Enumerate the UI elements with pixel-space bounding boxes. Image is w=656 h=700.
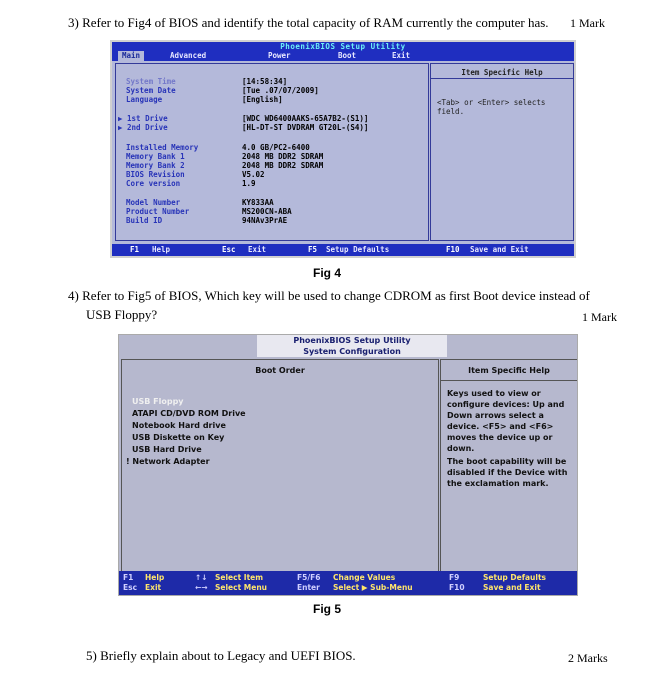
fig4-label-memory-bank-2: Memory Bank 2 <box>126 161 185 170</box>
fig5-help-header: Item Specific Help <box>468 366 550 375</box>
fig4-value-memory-bank-2: 2048 MB DDR2 SDRAM <box>242 161 324 170</box>
fig5-footer-select-menu[interactable]: Select Menu <box>215 583 268 592</box>
fig4-main-panel <box>115 63 429 241</box>
fig4-arrow-icon: ▶ <box>118 123 123 132</box>
fig4-footer-f1: F1 <box>130 245 140 254</box>
fig4-footer <box>112 244 574 256</box>
fig4-caption: Fig 4 <box>313 266 342 280</box>
fig4-footer-save-exit[interactable]: Save and Exit <box>470 245 529 254</box>
fig5-boot-item-atapi-cdrom[interactable]: ATAPI CD/DVD ROM Drive <box>132 409 246 418</box>
fig4-menu-power[interactable]: Power <box>268 51 291 60</box>
fig5-footer-f5f6-key: F5/F6 <box>297 573 321 582</box>
fig4-label-model-number: Model Number <box>126 198 181 207</box>
fig4-help-header: Item Specific Help <box>461 68 543 77</box>
fig4-footer-help[interactable]: Help <box>152 245 171 254</box>
fig5-help-text-keys: Keys used to view or configure devices: Up and Down arrows select a device. <F5> and <F6> moves the device up or down. <box>447 389 565 453</box>
fig4-label-system-time: System Time <box>126 77 176 86</box>
fig5-subtitle: System Configuration <box>257 346 447 357</box>
fig4-label-system-date: System Date <box>126 86 176 95</box>
fig5-footer-updown-icon: ↑↓ <box>195 573 208 582</box>
fig5-boot-order-header: Boot Order <box>255 366 305 375</box>
fig5-footer-exit[interactable]: Exit <box>145 583 162 592</box>
fig5-bios-screen <box>118 334 578 596</box>
question-4-text-line1: 4) Refer to Fig5 of BIOS, Which key will be used to change CDROM as first Boot device instead of <box>68 288 590 303</box>
fig4-label-memory-bank-1: Memory Bank 1 <box>126 152 185 161</box>
fig5-boot-item-notebook-hdd[interactable]: Notebook Hard drive <box>132 421 226 430</box>
fig4-value-build-id: 94NAv3PrAE <box>242 216 288 225</box>
fig4-value-core-version: 1.9 <box>242 179 256 188</box>
fig5-footer-save-exit[interactable]: Save and Exit <box>483 583 541 592</box>
fig5-help-text-boot-capability: The boot capability will be disabled if the Device with the exclamation mark. <box>447 457 568 488</box>
fig4-value-2nd-drive: [HL-DT-ST DVDRAM GT20L-(S4)] <box>242 123 369 132</box>
fig5-footer-esc-key: Esc <box>123 583 138 592</box>
question-3-mark: 1 Mark <box>570 16 605 30</box>
fig4-help-divider <box>431 78 573 79</box>
fig4-value-memory-bank-1: 2048 MB DDR2 SDRAM <box>242 152 324 161</box>
fig5-footer <box>119 571 577 595</box>
question-3-text: 3) Refer to Fig4 of BIOS and identify the total capacity of RAM currently the computer has. <box>68 15 549 30</box>
fig4-menu-boot[interactable]: Boot <box>338 51 357 60</box>
fig4-label-bios-revision: BIOS Revision <box>126 170 185 179</box>
fig4-footer-esc: Esc <box>222 245 236 254</box>
fig5-footer-f1-key: F1 <box>123 573 134 582</box>
fig4-label-product-number: Product Number <box>126 207 190 216</box>
fig4-footer-setup-defaults[interactable]: Setup Defaults <box>326 245 390 254</box>
fig4-footer-f10: F10 <box>446 245 460 254</box>
fig4-value-system-date[interactable]: [Tue .07/07/2009] <box>242 86 319 95</box>
fig4-label-core-version: Core version <box>126 179 181 188</box>
fig5-boot-item-usb-hdd[interactable]: USB Hard Drive <box>132 445 202 454</box>
fig5-boot-item-usb-floppy[interactable]: USB Floppy <box>132 397 184 406</box>
fig4-label-installed-memory: Installed Memory <box>126 143 199 152</box>
fig4-value-system-time[interactable]: [14:58:34] <box>242 77 288 86</box>
fig4-label-1st-drive[interactable]: 1st Drive <box>127 114 168 123</box>
fig4-value-model-number: KY833AA <box>242 198 274 207</box>
fig4-help-text: <Tab> or <Enter> selects field. <box>437 98 546 116</box>
fig5-footer-change-values[interactable]: Change Values <box>333 573 396 582</box>
fig4-value-product-number: MS200CN-ABA <box>242 207 292 216</box>
fig4-value-language[interactable]: [English] <box>242 95 283 104</box>
fig4-value-bios-revision: V5.02 <box>242 170 265 179</box>
fig4-title: PhoenixBIOS Setup Utility <box>112 42 574 51</box>
fig4-arrow-icon: ▶ <box>118 114 123 123</box>
fig5-footer-setup-defaults[interactable]: Setup Defaults <box>483 573 546 582</box>
fig5-footer-f10-key: F10 <box>449 583 465 592</box>
fig4-menu-advanced[interactable]: Advanced <box>170 51 207 60</box>
fig4-footer-f5: F5 <box>308 245 318 254</box>
fig5-caption: Fig 5 <box>313 602 342 616</box>
fig4-label-build-id: Build ID <box>126 216 163 225</box>
fig4-label-language: Language <box>126 95 163 104</box>
fig5-boot-item-network-adapter[interactable]: ! Network Adapter <box>126 457 210 466</box>
fig4-menu-main[interactable]: Main <box>118 51 144 61</box>
question-5-mark: 2 Marks <box>568 651 608 665</box>
question-5-text: 5) Briefly explain about to Legacy and UEFI BIOS. <box>86 648 356 663</box>
fig5-footer-enter-key: Enter <box>297 583 320 592</box>
fig5-footer-select-submenu[interactable]: Select ▶ Sub-Menu <box>333 583 413 592</box>
fig4-value-1st-drive: [WDC WD6400AAKS-65A7B2-(S1)] <box>242 114 369 123</box>
fig5-boot-item-usb-diskette[interactable]: USB Diskette on Key <box>132 433 225 442</box>
fig5-footer-leftright-icon: ←→ <box>195 583 208 592</box>
fig4-menu-exit[interactable]: Exit <box>392 51 411 60</box>
fig5-help-divider <box>441 380 577 381</box>
question-4-text-line2: USB Floppy? <box>86 307 158 322</box>
fig4-value-installed-memory: 4.0 GB/PC2-6400 <box>242 143 310 152</box>
fig4-menu-bar <box>112 51 574 61</box>
fig5-title: PhoenixBIOS Setup Utility <box>257 335 447 346</box>
fig5-boot-order-panel <box>121 359 439 575</box>
fig5-footer-f9-key: F9 <box>449 573 460 582</box>
fig5-footer-help[interactable]: Help <box>145 573 165 582</box>
fig4-bios-screen <box>110 40 576 258</box>
fig5-footer-select-item[interactable]: Select Item <box>215 573 264 582</box>
fig4-help-panel <box>430 63 574 241</box>
fig4-footer-exit[interactable]: Exit <box>248 245 267 254</box>
fig5-help-panel <box>440 359 578 575</box>
fig4-label-2nd-drive[interactable]: 2nd Drive <box>127 123 168 132</box>
question-4-mark: 1 Mark <box>582 310 617 324</box>
